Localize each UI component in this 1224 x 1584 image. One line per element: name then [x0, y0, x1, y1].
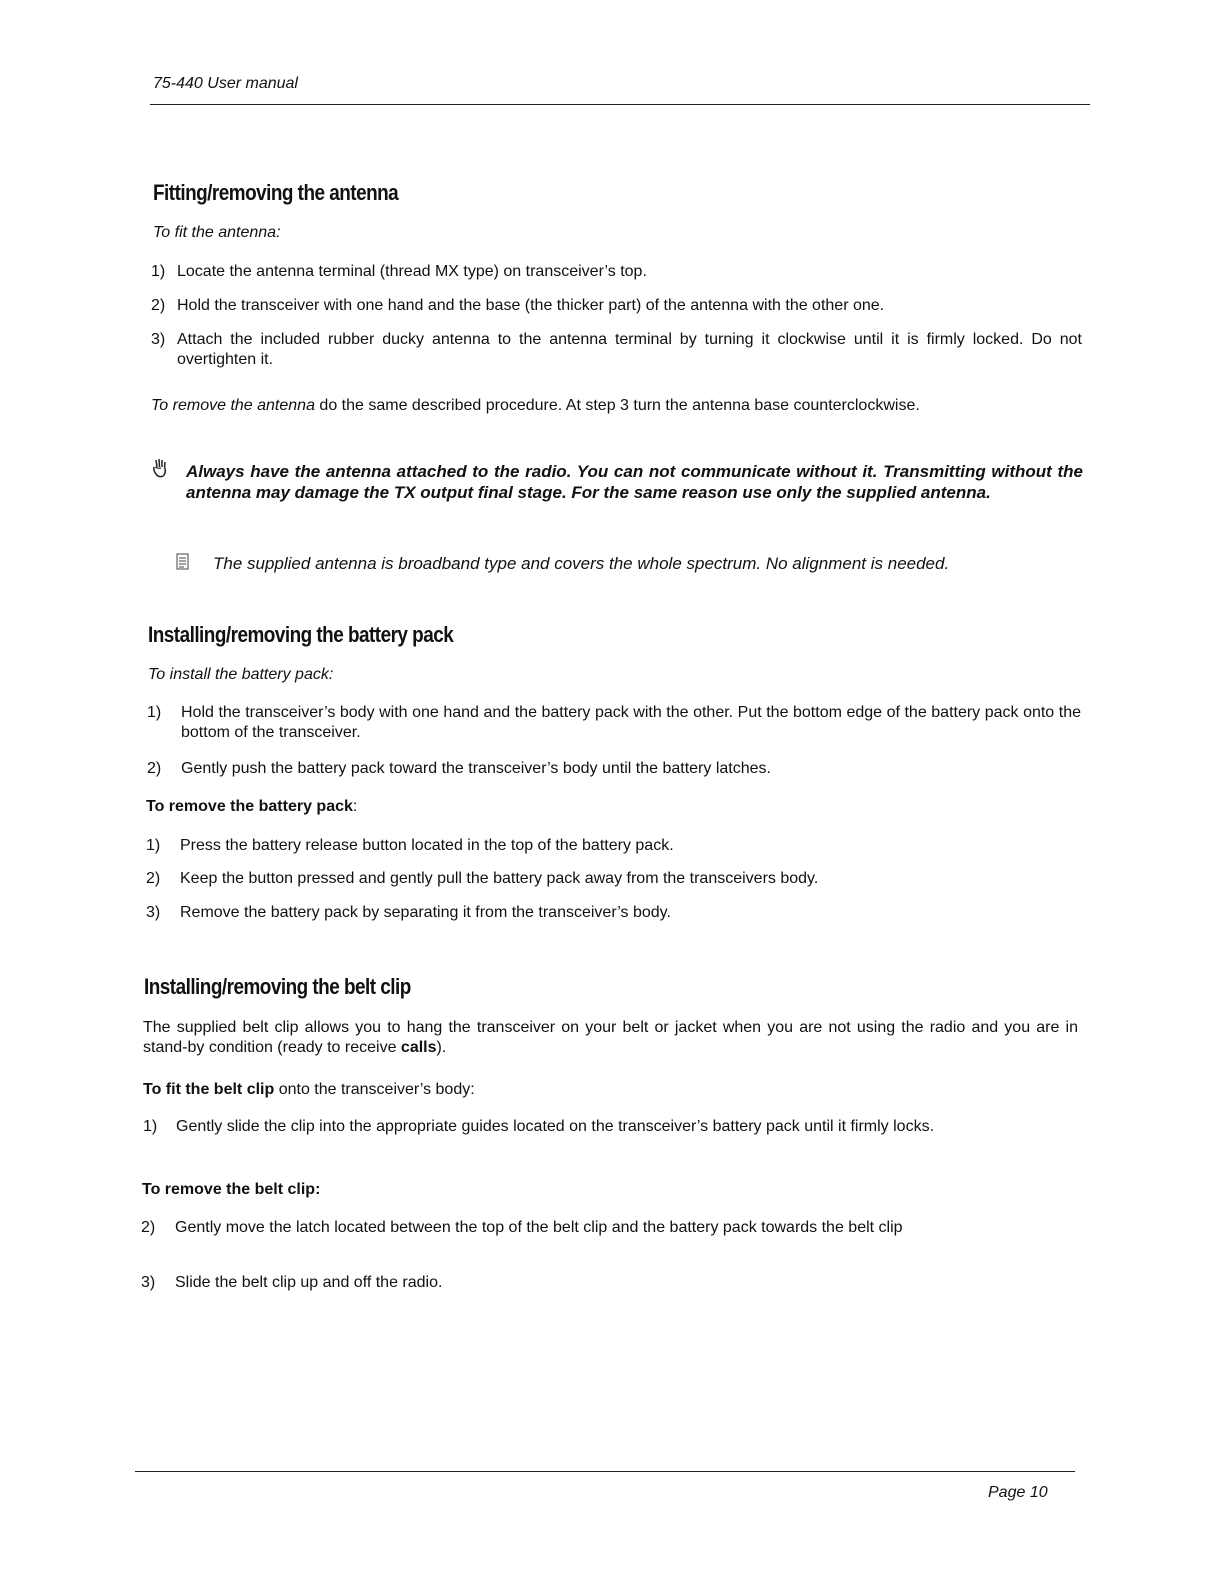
- step-text: Gently move the latch located between the top of the belt clip and the battery pack towards the belt clip: [175, 1219, 903, 1236]
- beltclip-fit-label-text: onto the transceiver’s body:: [274, 1081, 475, 1098]
- page-number: Page 10: [988, 1484, 1048, 1501]
- step-number: 2): [151, 297, 166, 314]
- beltclip-heading: Installing/removing the belt clip: [144, 974, 411, 999]
- antenna-heading: Fitting/removing the antenna: [153, 180, 399, 205]
- step-number: 3): [151, 331, 166, 348]
- step-number: 3): [141, 1274, 156, 1291]
- antenna-note: The supplied antenna is broadband type and covers the whole spectrum. No alignment is needed.: [213, 554, 950, 573]
- step-text: Hold the transceiver with one hand and the base (the thicker part) of the antenna with the other one.: [177, 297, 885, 314]
- antenna-remove-lead: To remove the antenna: [151, 397, 315, 414]
- step-number: 2): [146, 870, 161, 887]
- step-number: 1): [146, 837, 161, 854]
- hand-icon: [150, 458, 172, 485]
- header-divider: [150, 104, 1090, 105]
- step-text: Press the battery release button located in the top of the battery pack.: [180, 837, 674, 854]
- step-text: Attach the included rubber ducky antenna to the antenna terminal by turning it clockwise until it is firmly locked. Do not overtighten it.: [177, 331, 1082, 368]
- step-text: Remove the battery pack by separating it from the transceiver’s body.: [180, 904, 671, 921]
- beltclip-remove-label: To remove the belt clip:: [142, 1181, 321, 1198]
- beltclip-intro-bold: calls: [400, 1039, 437, 1056]
- header-title: 75-440 User manual: [153, 75, 298, 92]
- step-text: Gently push the battery pack toward the transceiver’s body until the battery latches.: [181, 760, 771, 777]
- battery-remove-colon: :: [352, 798, 358, 815]
- battery-intro: To install the battery pack:: [148, 666, 334, 683]
- antenna-warning: Always have the antenna attached to the radio. You can not communicate without it. Transmitting without the antenna may damage the TX output final stage. For the same reason use only the supplied antenna.: [186, 462, 1083, 502]
- step-text: Gently slide the clip into the appropriate guides located on the transceiver’s battery pack until it firmly locks.: [176, 1118, 935, 1135]
- step-text: Keep the button pressed and gently pull the battery pack away from the transceivers body.: [180, 870, 819, 887]
- step-text: Slide the belt clip up and off the radio.: [175, 1274, 443, 1291]
- beltclip-intro: [143, 1018, 1078, 1058]
- antenna-intro: To fit the antenna:: [153, 224, 281, 241]
- step-number: 1): [151, 263, 166, 280]
- step-text: Locate the antenna terminal (thread MX type) on transceiver’s top.: [177, 263, 647, 280]
- note-icon: [176, 553, 190, 576]
- step-number: 1): [143, 1118, 158, 1135]
- step-text: Hold the transceiver’s body with one hand and the battery pack with the other. Put the bottom edge of the battery pack onto the bottom of the transceiver.: [181, 704, 1081, 741]
- step-number: 2): [141, 1219, 156, 1236]
- antenna-remove-text: do the same described procedure. At step 3 turn the antenna base counterclockwise.: [314, 397, 920, 414]
- step-number: 1): [147, 704, 162, 721]
- beltclip-fit-label: [143, 1080, 1078, 1100]
- battery-remove-label-text: To remove the battery pack: [146, 798, 353, 815]
- beltclip-fit-label-bold: To fit the belt clip: [143, 1081, 275, 1098]
- step-number: 3): [146, 904, 161, 921]
- beltclip-intro-text: The supplied belt clip allows you to hang the transceiver on your belt or jacket when you are not using the radio and you are in stand-by condition (ready to receive: [143, 1019, 1078, 1056]
- beltclip-intro-end: ).: [436, 1039, 447, 1056]
- footer-divider: [135, 1471, 1075, 1472]
- antenna-remove-paragraph: [151, 396, 1084, 416]
- step-number: 2): [147, 760, 162, 777]
- battery-remove-label: [146, 798, 357, 816]
- battery-heading: Installing/removing the battery pack: [148, 622, 454, 647]
